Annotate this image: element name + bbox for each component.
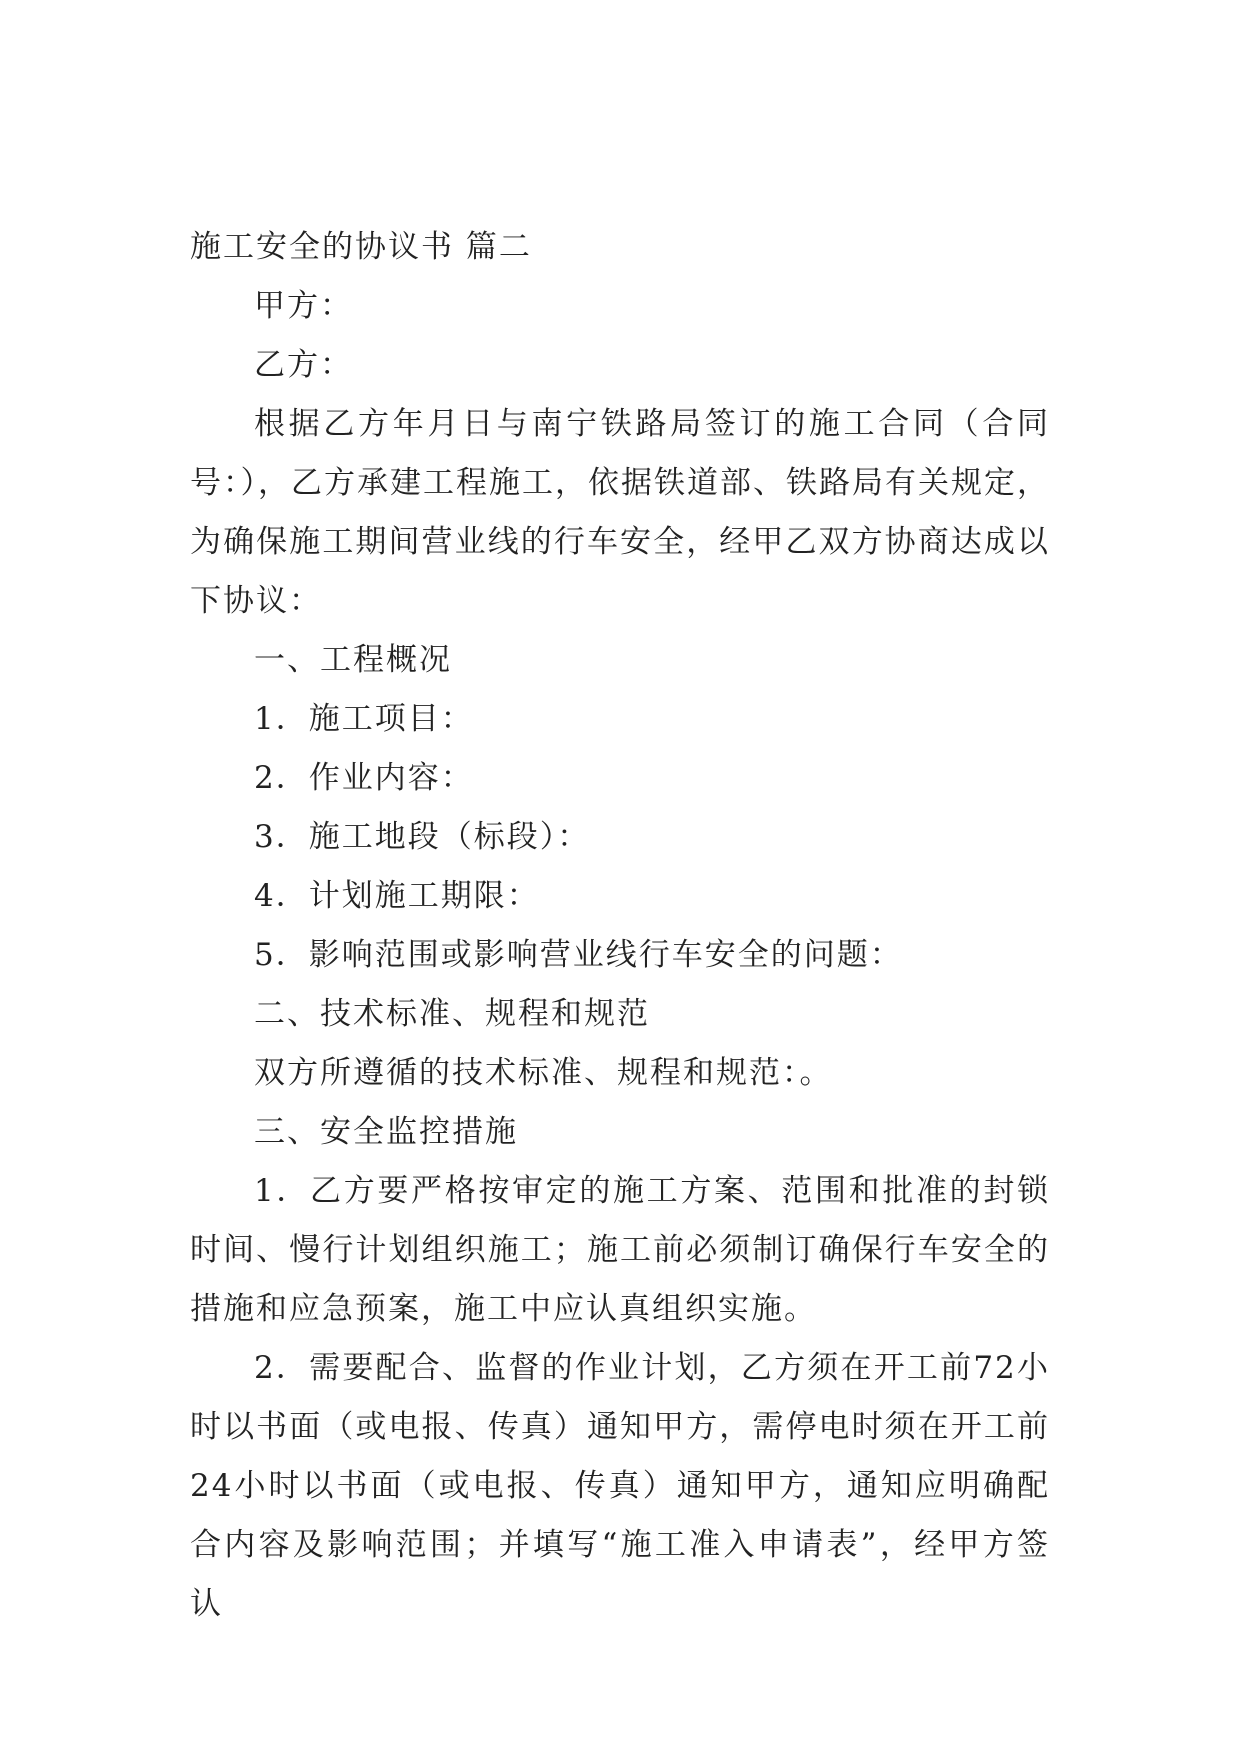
list-item: 2．作业内容： xyxy=(254,760,474,796)
party-b-line: 乙方： xyxy=(254,347,353,383)
list-item: 1．施工项目： xyxy=(254,701,474,737)
section-heading-3: 三、安全监控措施 xyxy=(254,1114,518,1150)
party-a-line: 甲方： xyxy=(254,288,353,324)
clause-paragraph: 2．需要配合、监督的作业计划，乙方须在开工前72小时以书面（或电报、传真）通知甲方，需停电时须在开工前24小时以书面（或电报、传真）通知甲方，通知应明确配合内容及影响范围；并填写“施工准入申请表”，经甲方签认 xyxy=(190,1350,1050,1622)
list-item: 5．影响范围或影响营业线行车安全的问题： xyxy=(254,937,903,973)
list-item: 3．施工地段（标段）： xyxy=(254,819,591,855)
section-heading-2: 二、技术标准、规程和规范 xyxy=(254,996,650,1032)
preamble-paragraph: 根据乙方年月日与南宁铁路局签订的施工合同（合同号：），乙方承建工程施工，依据铁道部、铁路局有关规定，为确保施工期间营业线的行车安全，经甲乙双方协商达成以下协议： xyxy=(190,406,1050,619)
document-title: 施工安全的协议书 篇二 xyxy=(190,229,532,265)
standards-paragraph: 双方所遵循的技术标准、规程和规范：。 xyxy=(254,1055,833,1091)
clause-paragraph: 1．乙方要严格按审定的施工方案、范围和批准的封锁时间、慢行计划组织施工；施工前必须制订确保行车安全的措施和应急预案，施工中应认真组织实施。 xyxy=(190,1173,1050,1327)
list-item: 4．计划施工期限： xyxy=(254,878,540,914)
section-heading-1: 一、工程概况 xyxy=(254,642,452,678)
document-body xyxy=(190,218,1050,1634)
